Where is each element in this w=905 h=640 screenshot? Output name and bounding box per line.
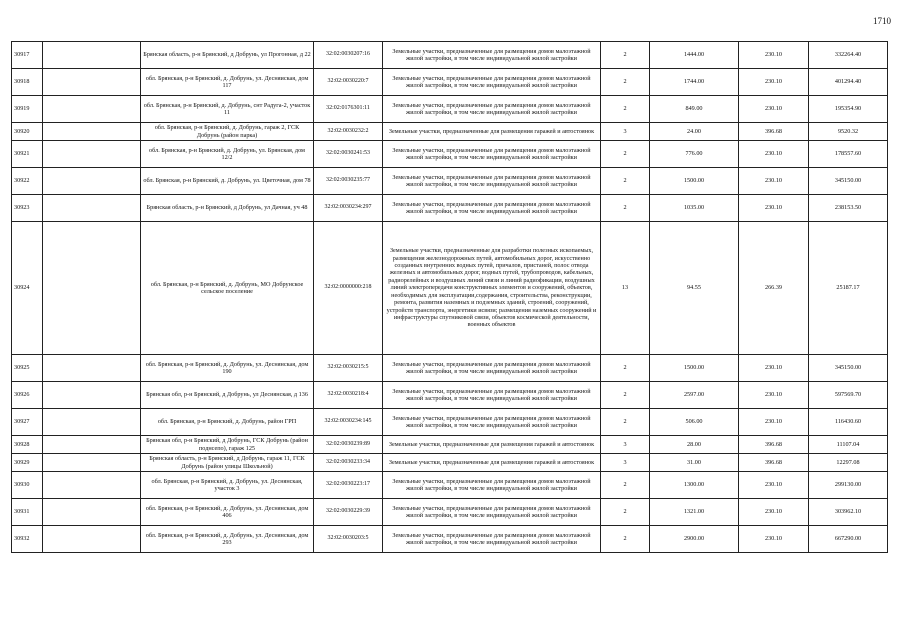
table-row [12, 454, 888, 472]
row-category: 2 [601, 409, 650, 436]
row-cadastral-value: 597569.70 [809, 382, 888, 409]
row-area: 2900.00 [650, 526, 739, 553]
row-cadastral-number: 32:02:0030215:5 [314, 355, 383, 382]
row-number: 30926 [12, 382, 43, 409]
row-cadastral-number: 32:02:0000000:218 [314, 222, 383, 355]
row-permitted-use: Земельные участки, предназначенные для размещения домов малоэтажной жилой застройки, в том числе индивидуальной жилой застройки [383, 409, 601, 436]
row-spacer [43, 409, 141, 436]
row-number: 30927 [12, 409, 43, 436]
row-unit-value: 230.10 [739, 382, 809, 409]
row-address: обл. Брянская, р-н Брянский, д. Добрунь, район ГРП [141, 409, 314, 436]
row-category: 13 [601, 222, 650, 355]
row-number: 30931 [12, 499, 43, 526]
table-row [12, 526, 888, 553]
row-area: 1444.00 [650, 42, 739, 69]
row-spacer [43, 42, 141, 69]
row-area: 94.55 [650, 222, 739, 355]
table-row [12, 69, 888, 96]
row-permitted-use: Земельные участки, предназначенные для размещения домов малоэтажной жилой застройки, в том числе индивидуальной жилой застройки [383, 499, 601, 526]
row-area: 28.00 [650, 436, 739, 454]
row-number: 30919 [12, 96, 43, 123]
row-permitted-use: Земельные участки, предназначенные для размещения домов малоэтажной жилой застройки, в том числе индивидуальной жилой застройки [383, 69, 601, 96]
row-cadastral-number: 32:02:0030223:17 [314, 472, 383, 499]
row-number: 30920 [12, 123, 43, 141]
row-number: 30922 [12, 168, 43, 195]
row-cadastral-number: 32:02:0030239:89 [314, 436, 383, 454]
row-cadastral-value: 667290.00 [809, 526, 888, 553]
row-category: 2 [601, 168, 650, 195]
row-cadastral-number: 32:02:0030229:39 [314, 499, 383, 526]
row-unit-value: 396.68 [739, 454, 809, 472]
row-number: 30928 [12, 436, 43, 454]
row-spacer [43, 96, 141, 123]
row-number: 30917 [12, 42, 43, 69]
row-cadastral-value: 9520.32 [809, 123, 888, 141]
row-permitted-use: Земельные участки, предназначенные для размещения домов малоэтажной жилой застройки, в том числе индивидуальной жилой застройки [383, 526, 601, 553]
row-permitted-use: Земельные участки, предназначенные для размещения гаражей и автостоянок [383, 436, 601, 454]
row-address: обл. Брянская, р-н Брянский, д. Добрунь, ул. Деснянская, дом 406 [141, 499, 314, 526]
row-area: 776.00 [650, 141, 739, 168]
row-area: 1035.00 [650, 195, 739, 222]
row-cadastral-number: 32:02:0030220:7 [314, 69, 383, 96]
table-row [12, 42, 888, 69]
row-unit-value: 230.10 [739, 168, 809, 195]
table-row [12, 222, 888, 355]
row-cadastral-value: 303962.10 [809, 499, 888, 526]
row-address: Брянская обл, р-н Брянский, д Добрунь, ГСК Добрунь (район поднсепо), гараж 125 [141, 436, 314, 454]
row-cadastral-value: 11107.04 [809, 436, 888, 454]
row-category: 2 [601, 355, 650, 382]
row-area: 24.00 [650, 123, 739, 141]
row-cadastral-value: 345150.00 [809, 168, 888, 195]
row-area: 2597.00 [650, 382, 739, 409]
row-number: 30918 [12, 69, 43, 96]
row-address: обл. Брянская, р-н Брянский, д. Добрунь, ул. Десняиская, дом 117 [141, 69, 314, 96]
row-permitted-use: Земельные участки, предназначенные для размещения домов малоэтажной жилой застройки, в том числе индивидуальной жилой застройки [383, 382, 601, 409]
row-category: 2 [601, 141, 650, 168]
table-row [12, 436, 888, 454]
row-spacer [43, 472, 141, 499]
row-category: 3 [601, 454, 650, 472]
row-address: Брянская область, р-н Брянский, д Добрунь, ул Дачная, уч 48 [141, 195, 314, 222]
table-row [12, 168, 888, 195]
row-unit-value: 230.10 [739, 195, 809, 222]
row-number: 30921 [12, 141, 43, 168]
table-row [12, 472, 888, 499]
row-unit-value: 230.10 [739, 141, 809, 168]
row-spacer [43, 123, 141, 141]
row-cadastral-value: 12297.08 [809, 454, 888, 472]
page-number: 1710 [873, 16, 891, 26]
row-area: 506.00 [650, 409, 739, 436]
row-cadastral-number: 32:02:0030234:145 [314, 409, 383, 436]
row-spacer [43, 195, 141, 222]
row-address: обл. Брянская, р-н Брянский, д. Добрунь, ул. Цветочная, дом 78 [141, 168, 314, 195]
row-unit-value: 266.39 [739, 222, 809, 355]
row-spacer [43, 382, 141, 409]
row-cadastral-value: 238153.50 [809, 195, 888, 222]
row-number: 30932 [12, 526, 43, 553]
row-cadastral-value: 299130.00 [809, 472, 888, 499]
row-category: 2 [601, 96, 650, 123]
row-cadastral-value: 332264.40 [809, 42, 888, 69]
land-register-table [11, 41, 888, 553]
row-unit-value: 230.10 [739, 499, 809, 526]
row-permitted-use: Земельные участки, предназначенные для размещения домов малоэтажной жилой застройки, в том числе индивидуальной жилой застройки [383, 168, 601, 195]
row-area: 1500.00 [650, 168, 739, 195]
row-unit-value: 396.68 [739, 123, 809, 141]
table-row [12, 355, 888, 382]
table-row [12, 96, 888, 123]
row-permitted-use: Земельные участки, предназначенные для размещения гаражей и автостоянок [383, 123, 601, 141]
row-category: 2 [601, 499, 650, 526]
row-address: обл. Брянская, р-н Брянский, д. Добрунь, снт Радуга-2, участок 11 [141, 96, 314, 123]
row-area: 1321.00 [650, 499, 739, 526]
row-permitted-use: Земельные участки, предназначенные для размещения домов малоэтажной жилой застройки, в том числе индивидуальной жилой застройки [383, 96, 601, 123]
row-permitted-use: Земельные участки, предназначенные для разработки полезных ископаемых, размещения железнодорожных путей, автомобильных дорог, искусственно созданных внутренних водных путей, причалов, пристаней, полос отвода железных и автомобильных дорог, водных путей, трубопроводов, кабельных, радиорелейных и воздушных линий связи и линий радиофикации, воздушных линий электропередачи конструктивных элементов и сооружений, объектов, необходимых для эксплуатации,содержания, строительства, реконструкции, ремонта, развития наземных и подземных зданий, строений, сооружений, устройств транспорта, энергетики исвязи; размещения наземных сооружений и инфраструктуры спутниковой связи, объектов космической деятельности, военных объектов [383, 222, 601, 355]
row-permitted-use: Земельные участки, предназначенные для размещения домов малоэтажной жилой застройки, в том числе индивидуальной жилой застройки [383, 141, 601, 168]
table-row [12, 382, 888, 409]
row-permitted-use: Земельные участки, предназначенные для размещения домов малоэтажной жилой застройки, в том числе индивидуальной жилой застройки [383, 472, 601, 499]
row-cadastral-number: 32:02:0030234:297 [314, 195, 383, 222]
row-cadastral-value: 401294.40 [809, 69, 888, 96]
row-unit-value: 396.68 [739, 436, 809, 454]
row-unit-value: 230.10 [739, 355, 809, 382]
row-spacer [43, 499, 141, 526]
row-spacer [43, 222, 141, 355]
row-unit-value: 230.10 [739, 472, 809, 499]
row-address: обл. Брянская, р-н Брянский, д. Добрунь, ул. Деснянская, дом 293 [141, 526, 314, 553]
row-number: 30925 [12, 355, 43, 382]
row-unit-value: 230.10 [739, 409, 809, 436]
row-address: обл. Брянская, р-н Брянский, д. Добрунь, ул. Деснянская, дом 190 [141, 355, 314, 382]
row-cadastral-number: 32:02:0030241:53 [314, 141, 383, 168]
row-cadastral-value: 25187.17 [809, 222, 888, 355]
row-cadastral-number: 32:02:0176301:11 [314, 96, 383, 123]
row-category: 2 [601, 526, 650, 553]
row-unit-value: 230.10 [739, 526, 809, 553]
row-permitted-use: Земельные участки, предназначенные для размещения домов малоэтажной жилой застройки, в том числе индивидуальной жилой застройки [383, 42, 601, 69]
row-unit-value: 230.10 [739, 96, 809, 123]
row-spacer [43, 141, 141, 168]
row-category: 2 [601, 195, 650, 222]
row-category: 3 [601, 123, 650, 141]
row-number: 30930 [12, 472, 43, 499]
row-cadastral-value: 345150.00 [809, 355, 888, 382]
row-unit-value: 230.10 [739, 42, 809, 69]
row-address: обл. Брянская, р-н Брянский, д. Добрунь, гараж 2, ГСК Добрунь (район парка) [141, 123, 314, 141]
row-cadastral-number: 32:02:0030203:5 [314, 526, 383, 553]
row-cadastral-value: 195354.90 [809, 96, 888, 123]
row-spacer [43, 526, 141, 553]
row-address: Брянская обл, р-н Брянский, д Добрунь, ул Деснянская, д 136 [141, 382, 314, 409]
row-category: 2 [601, 69, 650, 96]
row-cadastral-value: 116430.60 [809, 409, 888, 436]
row-address: Брянская область, р-н Брянский, д Добрунь, ул Прогонная, д 22 [141, 42, 314, 69]
row-permitted-use: Земельные участки, предназначенные для размещения домов малоэтажной жилой застройки, в том числе индивидуальной жилой застройки [383, 195, 601, 222]
row-category: 2 [601, 472, 650, 499]
row-category: 3 [601, 436, 650, 454]
row-permitted-use: Земельные участки, предназначенные для размещения гаражей и автостоянок [383, 454, 601, 472]
row-address: Брянская область, р-н Брянский, д Добрунь, гараж 11, ГСК Добрунь (район улицы Школьной) [141, 454, 314, 472]
row-number: 30924 [12, 222, 43, 355]
row-area: 849.00 [650, 96, 739, 123]
row-area: 31.00 [650, 454, 739, 472]
row-category: 2 [601, 42, 650, 69]
row-address: обл. Брянская, р-н Брянский, д. Добрунь, ул. Брянская, дом 12/2 [141, 141, 314, 168]
row-spacer [43, 436, 141, 454]
table-row [12, 141, 888, 168]
row-spacer [43, 69, 141, 96]
row-spacer [43, 454, 141, 472]
row-cadastral-number: 32:02:0030232:2 [314, 123, 383, 141]
row-number: 30923 [12, 195, 43, 222]
row-cadastral-number: 32:02:0030218:4 [314, 382, 383, 409]
row-area: 1744.00 [650, 69, 739, 96]
row-spacer [43, 168, 141, 195]
row-cadastral-number: 32:02:0030207:16 [314, 42, 383, 69]
table-row [12, 123, 888, 141]
row-cadastral-number: 32:02:0030233:34 [314, 454, 383, 472]
row-cadastral-number: 32:02:0030235:77 [314, 168, 383, 195]
table-row [12, 195, 888, 222]
row-permitted-use: Земельные участки, предназначенные для размещения домов малоэтажной жилой застройки, в том числе индивидуальной жилой застройки [383, 355, 601, 382]
row-spacer [43, 355, 141, 382]
row-cadastral-value: 178557.60 [809, 141, 888, 168]
row-area: 1500.00 [650, 355, 739, 382]
row-area: 1300.00 [650, 472, 739, 499]
row-category: 2 [601, 382, 650, 409]
row-address: обл. Брянская, р-н Брянский, д. Добрунь, ул. Деснянская, участок 3 [141, 472, 314, 499]
table-row [12, 499, 888, 526]
row-address: обл. Брянская, р-н Брянский, д. Добрунь, МО Добрунское сельское поселение [141, 222, 314, 355]
table-row [12, 409, 888, 436]
row-number: 30929 [12, 454, 43, 472]
row-unit-value: 230.10 [739, 69, 809, 96]
